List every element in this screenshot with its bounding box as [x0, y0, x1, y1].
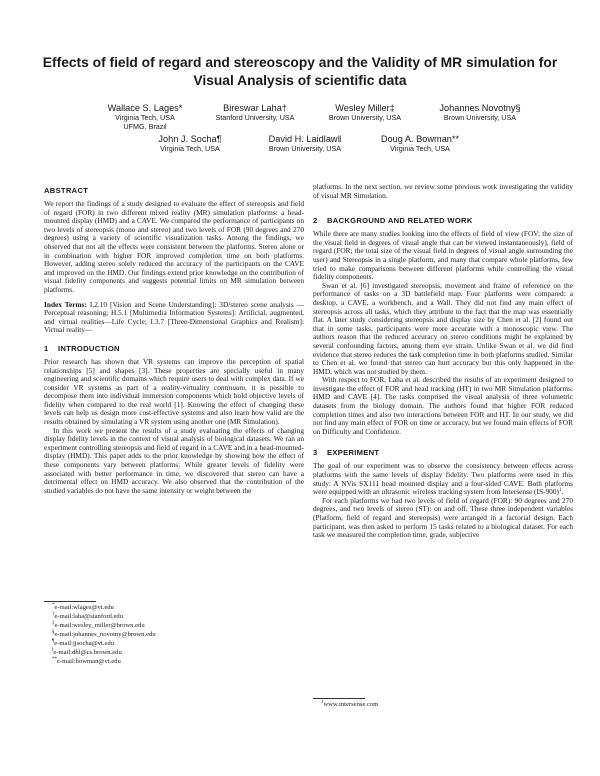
footnote — [52, 622, 145, 630]
right-column — [313, 183, 573, 540]
emphasis: continuum — [214, 382, 246, 392]
paragraph: Swan et al. [6] investigated stereopsis, movement and frame of reference on the performance of tasks on a 3D battlefield map. Four platforms were compared: a desktop, a CAVE, a workbench, and a Wall. They did not find any main effect of stereopsis across all tasks, which they attribute to the fact that the map was essentially flat. A later study considering stereopsis and display size by Chen et al. [2] found out that in some tasks, participants were more accurate with a monoscopic view. The authors reason that the reduced accuracy on stereo conditions might be explained by several confounding factors, among them eye strain. Unlike Swan et al. we did find evidence that stereo reduces the task completion time in both platforms studied. Similar to Chen et al. we found that stereo can hurt accuracy but this only happened in the HMD, which was not studied by them. — [313, 280, 573, 376]
footnote-text: e-mail:dhl@cs.brown.edu — [53, 649, 122, 656]
author-block — [140, 134, 240, 154]
author-name: Wesley Miller‡ — [335, 103, 395, 113]
index-terms-text: I.2.10 [Vision and Scene Understanding]: 3D/stereo scene analysis —Perceptual reasoning; H.5.1 [Multimedia Information Systems]: Artificial, augmented, and virtual realities—Life Cycle; I.3.7 [Three-Dimensional Graphics and Realism]: Virtual reality— — [44, 299, 305, 335]
footnote-mark: ‡ — [52, 621, 55, 626]
author-affiliation: UFMG, Brazil — [123, 121, 167, 131]
footnote-ref: 1 — [558, 488, 562, 494]
section-title: BACKGROUND AND RELATED WORK — [327, 216, 473, 226]
paragraph-text: , it is possible to decompose them into individual immersion components which hold objective levels of fidelity when compared to the real world [1]. Knowing the effect of changing these levels can help us design more cost-effective systems and also learn how valid are the results obtained by simulating a VR system using another one (MR Simulation). — [44, 382, 304, 427]
footnote-text: e-mail:laha@stanford.edu — [54, 613, 124, 620]
author-affiliation: Stanford University, USA — [215, 113, 295, 122]
section-heading-experiment — [313, 448, 573, 458]
author-block — [315, 103, 415, 123]
author-block — [250, 134, 360, 154]
footnote-mark: † — [52, 612, 55, 617]
author-affiliation: Brown University, USA — [328, 113, 402, 122]
footnote-mark: ‖ — [52, 648, 54, 653]
index-terms-label: Index Terms: — [44, 299, 87, 309]
footnote-text: e-mail:jjsocha@vt.edu — [54, 640, 114, 647]
footnote — [52, 631, 156, 639]
footnote — [52, 658, 121, 666]
section-heading-background — [313, 216, 573, 226]
author-name: David H. Laidlaw‖ — [268, 134, 342, 144]
footnote — [52, 613, 123, 621]
footnote-text: e-mail:wlages@vt.edu — [54, 604, 114, 611]
paragraph: With respect to FOR, Laha et al. described the results of an experiment designed to investigate the effect of FOR and head tracking (HT) in two MR Simulation platforms: HMD and CAVE [4]. The tasks comprised the visual analysis of three volumetric datasets from the biology domain. The authors found that higher FOR reduced completion times and also two interactions between FOR and HT. In our study, we did not find any main effect of FOR on time or accuracy, but we found main effects of FOR on Difficulty and Confidence. — [313, 375, 573, 436]
section-heading-introduction — [44, 344, 304, 354]
author-block — [425, 103, 535, 123]
author-name: Doug A. Bowman** — [380, 134, 460, 144]
paragraph: In this work we present the results of a study evaluating the effects of changing display fidelity levels in the context of visual analysis of biological datasets. We ran an experiment controlling stereopsis and field of regard in a CAVE and in a head-mounted-display (HMD). This paper adds to the prior knowledge by showing how the effect of these components vary between platforms: While greater levels of fidelity were associated with better performance in time, we discovered that stereo can have a detrimental effect on HMD accuracy. We also observed that the contribution of the studied variables do not have the same intensity or weight between the — [44, 425, 304, 495]
author-name: Wallace S. Lages* — [107, 103, 183, 113]
author-name: Bireswar Laha† — [223, 103, 287, 113]
paragraph-text: Prior research has shown that VR systems can improve the perception of spatial relationships [5] and shapes [3]. These properties are specially useful in many engineering and scientific domains which require users to deal with complex data. If we consider VR systems as part of a reality-virtuality — [44, 356, 304, 392]
author-affiliation: Virginia Tech, USA — [160, 144, 220, 153]
left-column — [44, 186, 304, 495]
footnote — [52, 640, 114, 648]
author-affiliation: Brown University, USA — [268, 144, 342, 153]
abstract-text: We report the findings of a study designed to evaluate the effect of stereopsis and field of regard (FOR) in two different mixed reality (MR) simulation platforms: a head-mounted display (HMD) and a CAVE. We compared the performance of participants on two levels of stereopsis (mono and stereo) and two levels of FOR (90 degrees and 270 degrees) using a variety of scientific visualization tasks. Among the findings, we observed that not all the effects were consistent between the platforms. Stereo alone or in combination with higher FOR improved completion time on both platforms. However, adding stereo solely reduced the accuracy of the participants on the CAVE and improved on the HMD. Our findings extend prior knowledge on the contribution of visual fidelity components and suggests potential limits on MR simulation between platforms. — [44, 199, 304, 294]
author-name: Johannes Novotny§ — [439, 103, 521, 113]
author-affiliation: Virginia Tech, USA — [390, 144, 450, 153]
author-name: John J. Socha¶ — [158, 134, 222, 144]
author-affiliation: Virginia Tech, USA — [115, 113, 175, 122]
paragraph-text: The goal of our experiment was to observe the consistency between effects across platforms with the same levels of display fidelity. Two platforms were used in this study: A NVis SX111 head mounted display and a four-sided CAVE. Both platforms were equipped with an ultrasonic wireless tracking system from Intersense (IS-900) — [313, 461, 573, 497]
paper-title: Effects of field of regard and stereoscopy and the Validity of MR simulation for Visual Analysis of scientific data — [42, 55, 558, 88]
footnote-rule — [44, 601, 96, 602]
footnote — [321, 701, 378, 709]
section-number: 2 — [313, 216, 318, 226]
footnote-mark: § — [52, 630, 55, 635]
footnote-mark: ¶ — [52, 639, 55, 644]
paragraph: While there are many studies looking into the effects of field of view (FOV; the size of the visual field in degrees of visual angle that can be viewed instantaneously), field of regard (FOR; the total size of the visual field in degrees of visual angle surrounding the user) and Stereopsis in a single platform, and many that compare whole platforms, few tried to make comparisons between different platforms while controlling the visual fidelity components. — [313, 229, 573, 282]
author-block — [365, 134, 475, 154]
paragraph — [44, 358, 304, 427]
footnote — [52, 649, 122, 657]
section-title: INTRODUCTION — [58, 343, 120, 353]
author-affiliation: Brown University, USA — [443, 113, 517, 122]
section-number: 1 — [44, 343, 49, 353]
section-number: 3 — [313, 448, 318, 458]
footnote — [52, 604, 114, 612]
abstract-heading: ABSTRACT — [44, 186, 89, 195]
paragraph — [313, 462, 573, 496]
footnote-mark: * — [52, 603, 55, 608]
author-block — [205, 103, 305, 123]
section-title: EXPERIMENT — [327, 448, 380, 458]
footnote-text: e-mail:bowman@vt.edu — [57, 658, 121, 665]
index-terms — [44, 301, 304, 335]
footnote-mark: ** — [52, 657, 57, 662]
footnote-text: www.intersense.com — [323, 701, 379, 708]
footnote-text: e-mail:wesley_miller@brown.edu — [54, 622, 145, 629]
paragraph: For each platforms we had two levels of field of regard (FOR): 90 degrees and 270 degrees, and two levels of stereo (ST): on and off. These three independent variables (Platform, field of regard and stereopsis) were arranged in a factorial design. Each participant, was then asked to perform 15 tasks related to a biological dataset. For each task we measured the completion time, grade, subjective — [313, 495, 573, 540]
footnote-text: e-mail:johannes_novotny@brown.edu — [54, 631, 156, 638]
footnote-rule — [313, 698, 365, 699]
paragraph-text: . — [561, 487, 564, 497]
author-block — [95, 103, 195, 131]
footnote-mark: 1 — [321, 700, 324, 705]
paragraph: platforms. In the next section, we review some previous work investigating the validity of visual MR Simulation. — [313, 182, 573, 200]
